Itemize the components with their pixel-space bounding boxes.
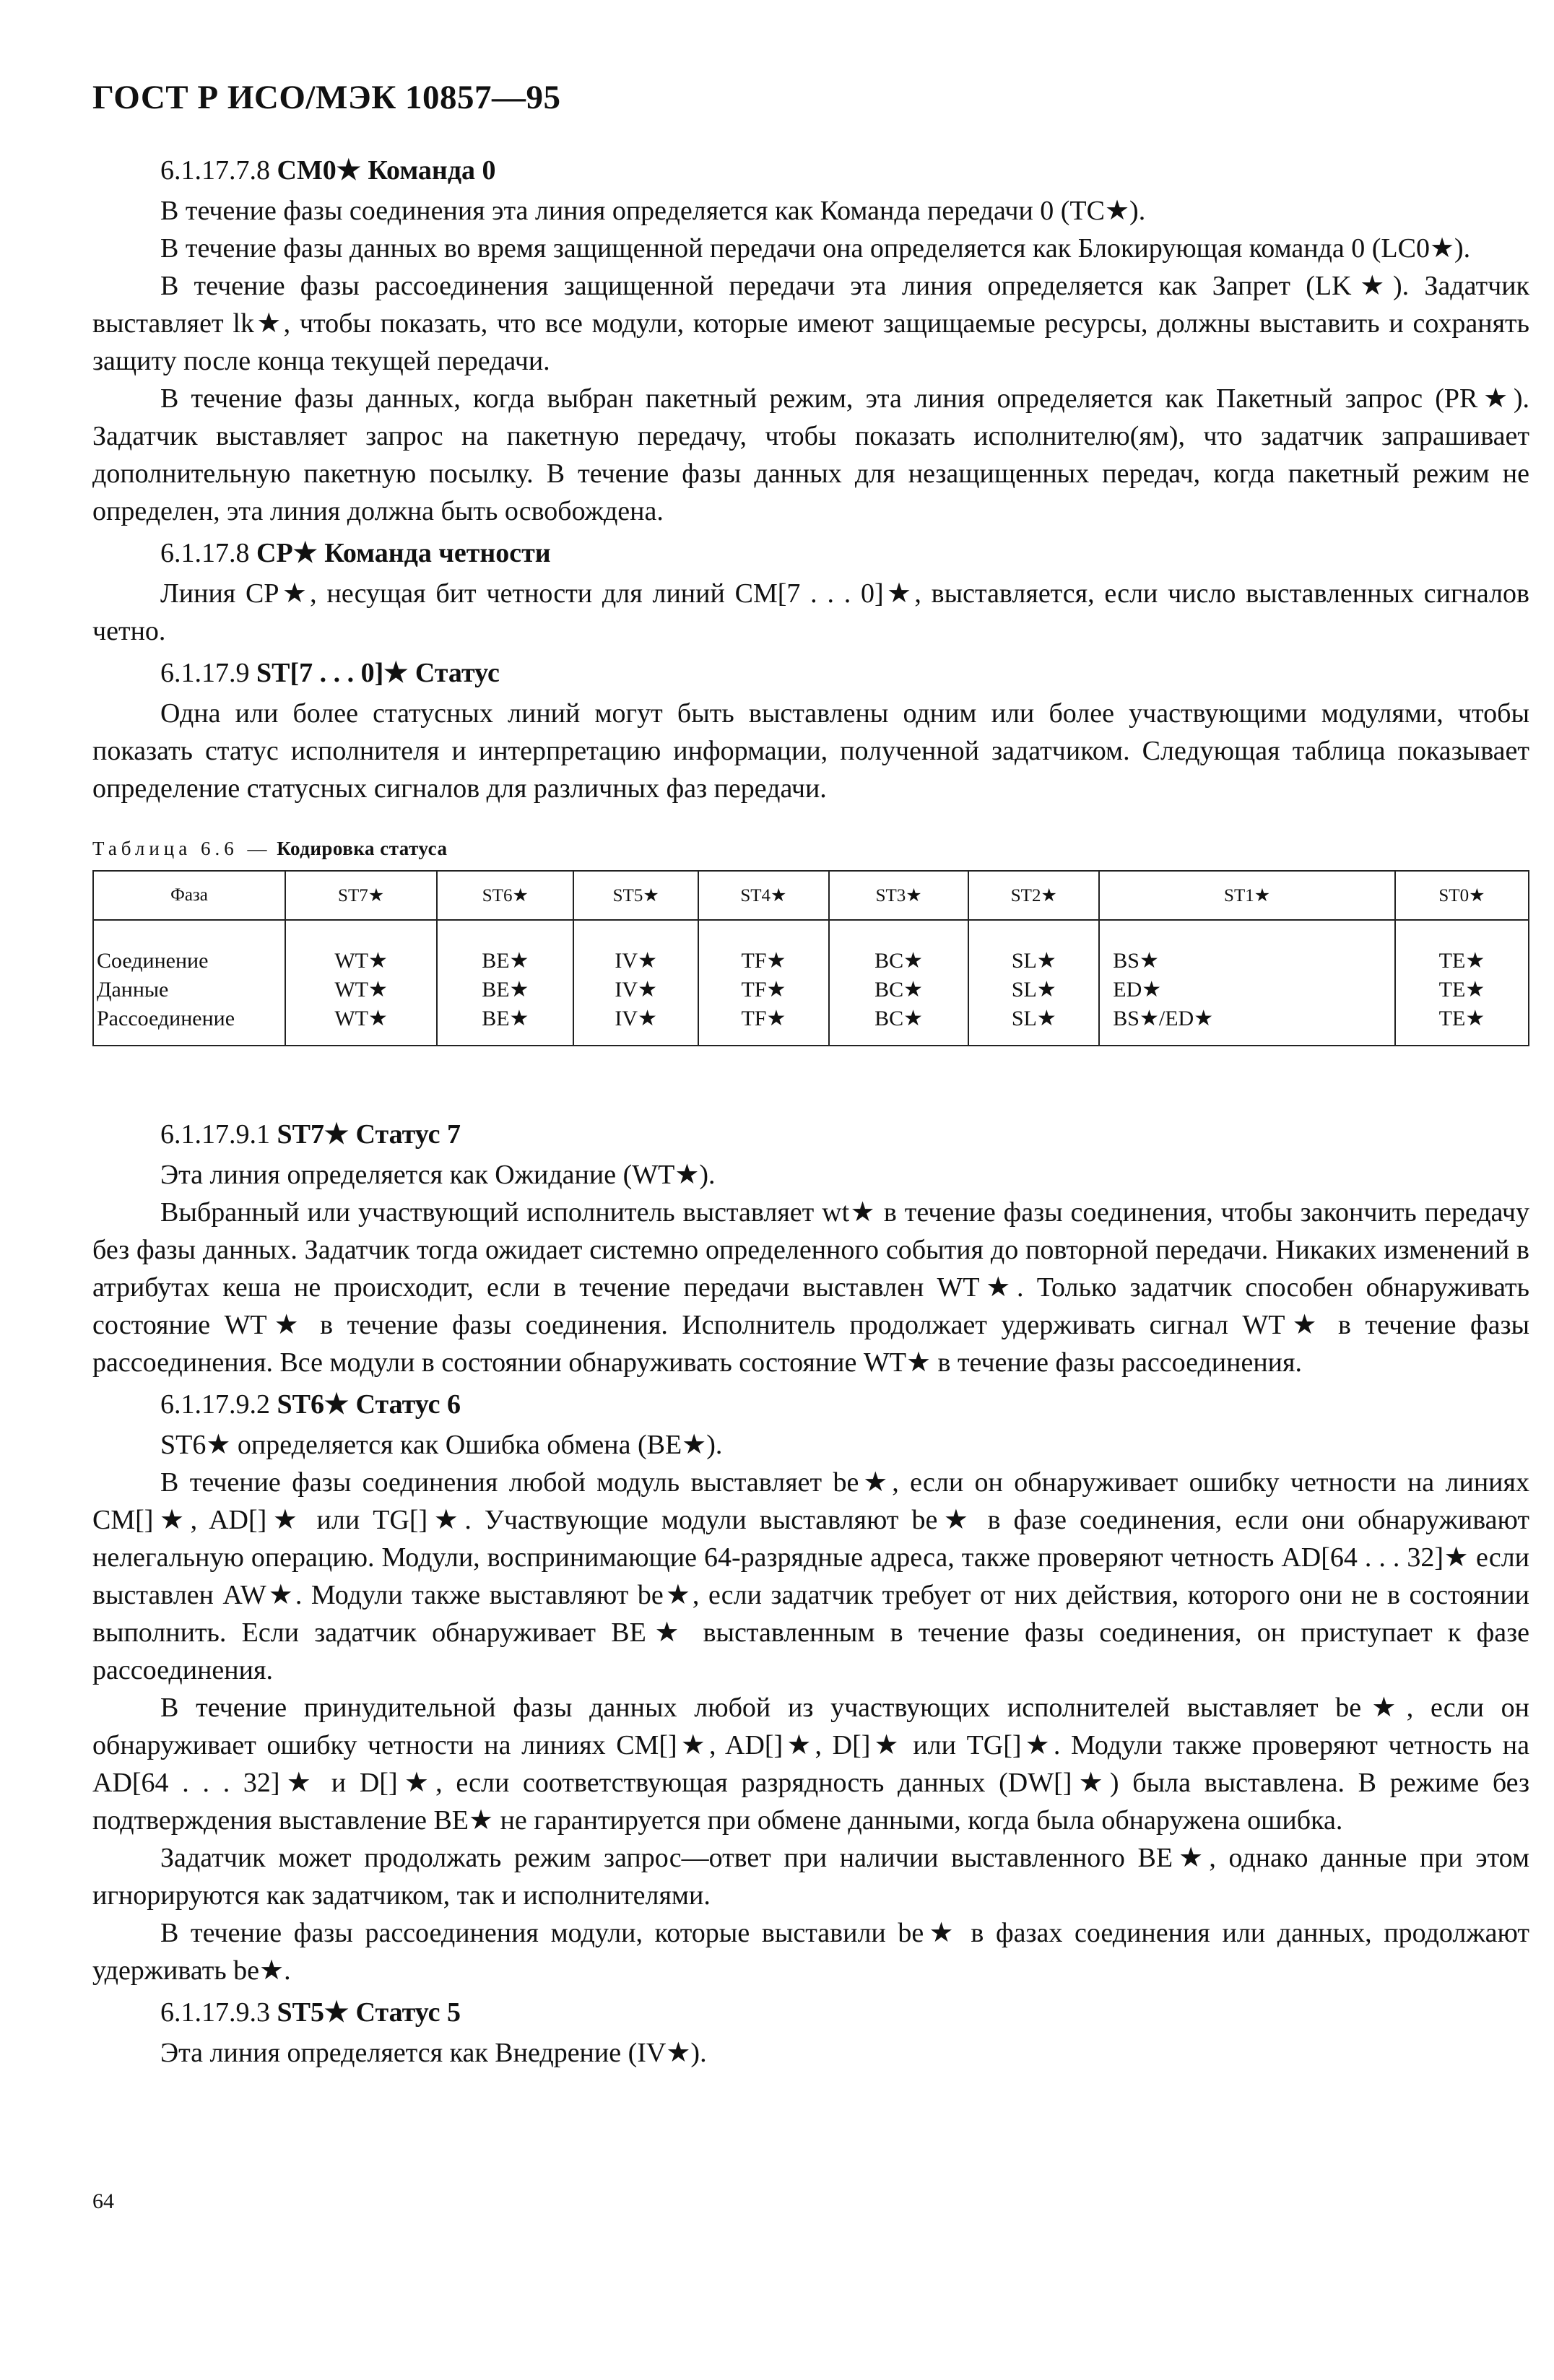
status-coding-table (92, 870, 1529, 1046)
section-heading-cm0 (160, 152, 1529, 189)
st0-column (1395, 920, 1529, 1046)
section-title: CP★ Команда четности (256, 538, 551, 568)
table-caption-title: Кодировка статуса (277, 838, 448, 859)
table-cell: WT★ (334, 978, 388, 1002)
st1-column (1099, 920, 1395, 1046)
paragraph: Эта линия определяется как Внедрение (IV★). (160, 2038, 707, 2068)
page-number: 64 (92, 2189, 114, 2213)
table-body-row (93, 920, 1529, 1046)
table-cell: TE★ (1438, 949, 1485, 973)
document-page (92, 78, 1529, 2072)
section-heading-st5 (160, 1994, 1529, 2031)
section-heading-st6 (160, 1386, 1529, 1423)
paragraph: В течение фазы рассоединения модули, которые выставили be★ в фазах соединения или данных, продолжают удерживать be★. (92, 1918, 1529, 1986)
paragraph: В течение фазы соединения эта линия определяется как Команда передачи 0 (TC★). (160, 196, 1146, 226)
section-title: ST5★ Статус 5 (277, 1997, 461, 2028)
paragraph: Линия CP★, несущая бит четности для линий CM[7 . . . 0]★, выставляется, если число выставленных сигналов четно. (92, 578, 1529, 646)
table-cell: WT★ (334, 1007, 388, 1030)
section-heading-st7 (160, 1116, 1529, 1153)
table-cell: BC★ (874, 949, 924, 973)
table-cell: IV★ (615, 978, 657, 1002)
table-cell: BS★ (1113, 949, 1159, 973)
paragraph: Выбранный или участвующий исполнитель выставляет wt★ в течение фазы соединения, чтобы закончить передачу без фазы данных. Задатчик тогда ожидает системно определенного события до повторной передачи. Никаких изменений в атрибутах кеша не происходит, если в течение передачи выставлен WT★. Только задатчик способен обнаруживать состояние WT★ в течение фазы соединения. Исполнитель продолжает удерживать сигнал WT★ в течение фазы рассоединения. Все модули в состоянии обнаруживать состояние WT★ в течение фазы рассоединения. (92, 1197, 1529, 1378)
paragraph: В течение принудительной фазы данных любой из участвующих исполнителей выставляет be★, если он обнаруживает ошибку четности на линиях CM[]★, AD[]★, D[]★ или TG[]★. Модули также проверяют четность на AD[64 . . . 32]★ и D[]★, если соответствующая разрядность данных (DW[]★) была выставлена. В режиме без подтверждения выставление BE★ не гарантируется при обмене данными, когда была обнаружена ошибка. (92, 1693, 1529, 1836)
st3-column (829, 920, 969, 1046)
section-number: 6.1.17.9.2 (160, 1389, 270, 1420)
section-title: ST6★ Статус 6 (277, 1389, 461, 1420)
paragraph: В течение фазы данных, когда выбран пакетный режим, эта линия определяется как Пакетный запрос (PR★). Задатчик выставляет запрос на пакетную передачу, чтобы показать исполнителю(ям), что задатчик запрашивает дополнительную пакетную посылку. В течение фазы данных для незащищенных передач, когда пакетный режим не определен, эта линия должна быть освобождена. (92, 383, 1529, 526)
table-cell: TF★ (741, 1007, 786, 1030)
table-cell: Рассоединение (97, 1007, 235, 1030)
section-number: 6.1.17.9.3 (160, 1997, 270, 2028)
table-cell: IV★ (615, 1007, 657, 1030)
table-cell: TF★ (741, 949, 786, 973)
table-cell: BE★ (482, 949, 529, 973)
section-number: 6.1.17.7.8 (160, 155, 270, 186)
table-cell: BC★ (874, 978, 924, 1002)
header-st1: ST1★ (1099, 871, 1395, 920)
section-title: ST7★ Статус 7 (277, 1119, 461, 1150)
table-cell: SL★ (1011, 949, 1056, 973)
table-cell: IV★ (615, 949, 657, 973)
header-st2: ST2★ (968, 871, 1099, 920)
table-caption-label: Таблица 6.6 — (92, 838, 272, 859)
st6-column (437, 920, 573, 1046)
table-cell: BE★ (482, 1007, 529, 1030)
section-heading-st (160, 654, 1529, 692)
st2-column (968, 920, 1099, 1046)
table-cell: BC★ (874, 1007, 924, 1030)
st7-column (285, 920, 437, 1046)
section-number: 6.1.17.9.1 (160, 1119, 270, 1150)
table-cell: WT★ (334, 949, 388, 973)
header-phase: Фаза (93, 871, 285, 920)
st5-column (573, 920, 698, 1046)
header-st6: ST6★ (437, 871, 573, 920)
table-cell: TE★ (1438, 978, 1485, 1002)
table-cell: SL★ (1011, 978, 1056, 1002)
header-st0: ST0★ (1395, 871, 1529, 920)
st4-column (698, 920, 829, 1046)
section-number: 6.1.17.9 (160, 658, 250, 688)
paragraph: Эта линия определяется как Ожидание (WT★). (160, 1160, 716, 1190)
table-cell: ED★ (1113, 978, 1162, 1002)
header-st3: ST3★ (829, 871, 969, 920)
section-title: ST[7 . . . 0]★ Статус (256, 658, 500, 688)
section-number: 6.1.17.8 (160, 538, 250, 568)
table-cell: Данные (97, 978, 169, 1002)
paragraph: ST6★ определяется как Ошибка обмена (BE★). (160, 1430, 723, 1460)
table-header-row (93, 871, 1529, 920)
table-cell: SL★ (1011, 1007, 1056, 1030)
section-title: CM0★ Команда 0 (277, 155, 496, 186)
paragraph: В течение фазы данных во время защищенной передачи она определяется как Блокирующая команда 0 (LC0★). (160, 233, 1471, 264)
table-caption (92, 838, 1529, 860)
paragraph: В течение фазы соединения любой модуль выставляет be★, если он обнаруживает ошибку четности на линиях CM[]★, AD[]★ или TG[]★. Участвующие модули выставляют be★ в фазе соединения, если они обнаруживают нелегальную операцию. Модули, воспринимающие 64-разрядные адреса, также проверяют четность AD[64 . . . 32]★ если выставлен AW★. Модули также выставляют be★, если задатчик требует от них действия, которого они не в состоянии выполнить. Если задатчик обнаруживает BE★ выставленным в течение фазы соединения, он приступает к фазе рассоединения. (92, 1467, 1529, 1685)
table-cell: BE★ (482, 978, 529, 1002)
phase-column (93, 920, 285, 1046)
section-heading-cp (160, 534, 1529, 572)
paragraph: Задатчик может продолжать режим запрос—ответ при наличии выставленного BE★, однако данные при этом игнорируются как задатчиком, так и исполнителями. (92, 1843, 1529, 1911)
table-cell: TF★ (741, 978, 786, 1002)
table-spacer (92, 1046, 1529, 1111)
header-st5: ST5★ (573, 871, 698, 920)
header-st4: ST4★ (698, 871, 829, 920)
table-cell: BS★/ED★ (1113, 1007, 1214, 1030)
paragraph: Одна или более статусных линий могут быть выставлены одним или более участвующими модулями, чтобы показать статус исполнителя и интерпретацию информации, полученной задатчиком. Следующая таблица показывает определение статусных сигналов для различных фаз передачи. (92, 698, 1529, 804)
header-st7: ST7★ (285, 871, 437, 920)
paragraph: В течение фазы рассоединения защищенной передачи эта линия определяется как Запрет (LK★). Задатчик выставляет lk★, чтобы показать, что все модули, которые имеют защищаемые ресурсы, должны выставить и сохранять защиту после конца текущей передачи. (92, 271, 1529, 376)
standard-header: ГОСТ Р ИСО/МЭК 10857—95 (92, 79, 561, 116)
table-cell: Соединение (97, 949, 209, 973)
table-cell: TE★ (1438, 1007, 1485, 1030)
